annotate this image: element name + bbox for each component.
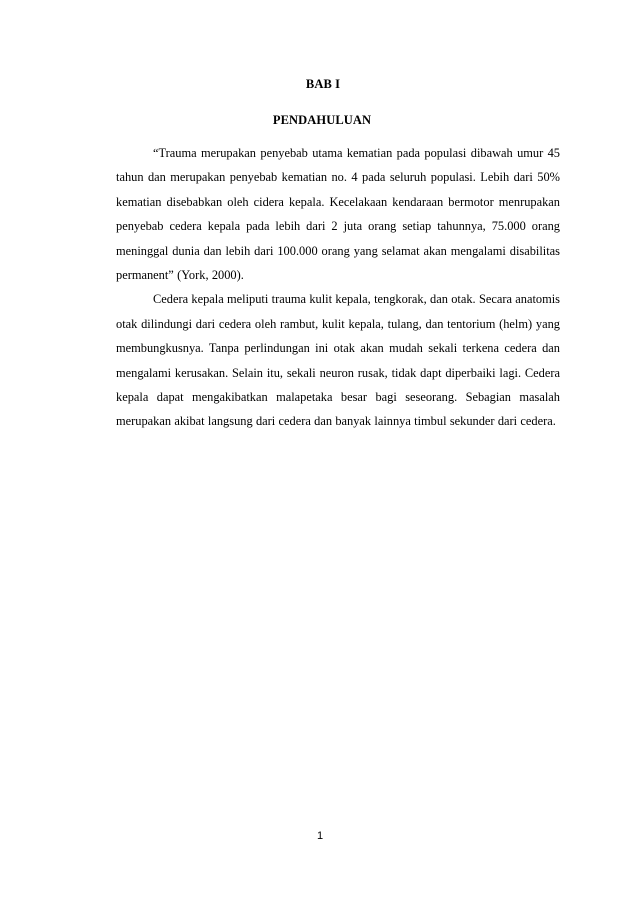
chapter-number: BAB I	[305, 77, 341, 91]
chapter-title: PENDAHULUAN	[272, 113, 372, 127]
paragraph-2: Cedera kepala meliputi trauma kulit kepala, tengkorak, dan otak. Secara anatomis otak dilindungi dari cedera oleh rambut, kulit kepala, tulang, dan tentorium (helm) yang membungkusnya. Tanpa perlindungan ini otak akan mudah sekali terkena cedera dan mengalami kerusakan. Selain itu, sekali neuron rusak, tidak dapt diperbaiki lagi. Cedera kepala dapat mengakibatkan malapetaka besar bagi seseorang. Sebagian masalah merupakan akibat langsung dari cedera dan banyak lainnya timbul sekunder dari cedera.	[116, 292, 560, 429]
paragraph-1: “Trauma merupakan penyebab utama kematian pada populasi dibawah umur 45 tahun dan merupakan penyebab kematian no. 4 pada seluruh populasi. Lebih dari 50% kematian disebabkan oleh cidera kepala. Kecelakaan kendaraan bermotor menrupakan penyebab cedera kepala pada lebih dari 2 juta orang setiap tahunnya, 75.000 orang meninggal dunia dan lebih dari 100.000 orang yang selamat akan mengalami disabilitas permanent” (York, 2000).	[116, 146, 560, 283]
page-number: 1	[316, 830, 324, 842]
body-text	[116, 141, 560, 434]
